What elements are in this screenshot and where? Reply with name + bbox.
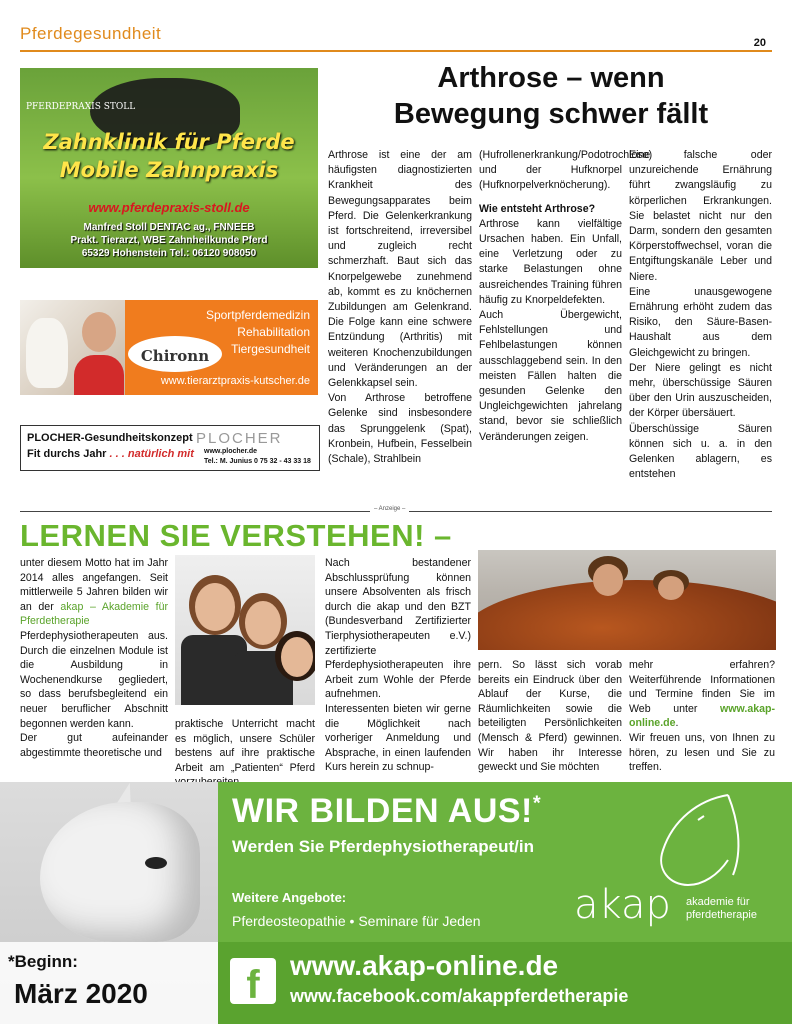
paragraph: Wir freuen uns, von Ihnen zu hören, zu lesen und Sie zu treffen. <box>629 731 775 774</box>
akap-link[interactable]: www.akap-online.de <box>629 702 775 730</box>
section-title: Pferdegesundheit <box>20 24 162 43</box>
facebook-link[interactable]: www.facebook.com/akappferdetherapie <box>290 986 629 1006</box>
ad-sportpferdemedizin <box>20 300 318 395</box>
ad-plocher <box>20 425 320 471</box>
ad-line-zahnklinik: Zahnklinik für Pferde <box>43 130 295 154</box>
ad-url[interactable]: www.pferdepraxis-stoll.de <box>88 200 250 215</box>
text: unter diesem Motto hat im Jahr 2014 alles angefangen. Seit mittlerweile 5 Jahren bilden wir an der <box>20 557 168 613</box>
promo-headline: LERNEN SIE VERSTEHEN! – <box>20 518 452 553</box>
subheading: Wie entsteht Arthrose? <box>479 202 596 215</box>
face-shape <box>195 583 235 631</box>
paragraph: Der gut aufeinander abgestimmte theoretische und <box>20 732 168 759</box>
chironn-logo: Chironn <box>128 336 222 372</box>
ad-small-1: Manfred Stoll DENTAC ag., FNNEEB <box>83 222 255 233</box>
promo-column-2 <box>175 717 315 790</box>
banner-subtitle: Werden Sie Pferdephysiotherapeut/in <box>232 837 534 856</box>
article-column-2 <box>479 148 653 445</box>
paragraph: Arthrose kann vielfältige Ursachen haben. Ein Unfall, eine Verletzung oder zu starke Belastungen ohne ausreichendes Training führen häufig zu Knorpeldefekten. <box>479 217 622 306</box>
beginn-label: *Beginn: <box>8 952 78 971</box>
promo-column-1 <box>20 556 168 760</box>
article-column-1 <box>328 148 472 467</box>
text: . <box>675 717 679 730</box>
article-column-3 <box>629 148 772 482</box>
shirt-shape <box>74 355 124 395</box>
akap-logo-word: akap <box>574 882 671 928</box>
face-shape <box>245 601 281 645</box>
akap-logo-sub-2: pferdetherapie <box>686 909 757 921</box>
paragraph: Nach bestandener Abschlussprüfung können unsere Absolventen als frisch durch die akap und den BZT (Bundesverband Zertifizierter Tierphysiotherapeuten e.V.) zertifizierte Pferdephysiotherapeuten ihre Arbeit zum Wohle der Pferde aufnehmen. <box>325 557 471 701</box>
ad-line-rehab: Rehabilitation <box>237 325 310 339</box>
akap-logo-sub-1: akademie für <box>686 896 750 908</box>
paragraph <box>20 556 168 731</box>
paragraph: Auch Übergewicht, Fehlstellungen und Fehlbelastungen können ausschlaggebend sein. In den meisten Fällen halten die gesunden Gelenke den Ungleichgewichten jahrelang stand, bevor sie schließlich Veränderungen zeigen. <box>479 309 622 443</box>
paragraph: (Hufrollenerkrankung/Podotrochlose) und der Hufknorpel (Hufknorpelverknöcherung). <box>479 149 653 192</box>
horse-back-image <box>478 580 776 650</box>
article-headline <box>330 60 772 132</box>
text: mehr erfahren? Weiterführende Informationen und Termine finden Sie im Web unter <box>629 659 775 715</box>
website-link[interactable]: www.akap-online.de <box>290 950 559 981</box>
plocher-logo: PLOCHER <box>196 430 283 447</box>
text: Pferdephysiotherapeuten aus. Durch die einzelnen Module ist die Ausbildung in Wochenendkurse gegliedert, so dass berufsbegleitend ein neuer beruflicher Abschnitt begonnen werden kann. <box>20 629 168 730</box>
face-shape <box>658 576 684 600</box>
banner-title <box>232 792 541 831</box>
ad-brand: PFERDEPRAXIS STOLL <box>26 102 136 112</box>
promo-column-5 <box>629 658 775 775</box>
ad-line-tiergesundheit: Tiergesundheit <box>231 342 310 356</box>
white-horse-image <box>0 782 218 1024</box>
ad-tel: Tel.: M. Junius 0 75 32 - 43 33 18 <box>204 458 311 465</box>
akap-banner <box>0 782 792 1024</box>
beginn-date: März 2020 <box>14 978 148 1009</box>
paragraph: Der Niere gelingt es nicht mehr, überschüssige Säuren über den Urin auszuscheiden, der Körper übersäuert. <box>629 361 772 420</box>
akap-name: akap – Akademie für Pferdetherapie <box>20 600 168 628</box>
headline-line-1: Arthrose – wenn <box>437 62 665 94</box>
horse-head-image <box>26 318 68 388</box>
face-shape <box>281 637 313 677</box>
face-shape <box>82 312 116 352</box>
ad-line-zahnpraxis: Mobile Zahnpraxis <box>59 158 279 182</box>
page-number: 20 <box>753 37 766 49</box>
ad-web[interactable]: www.plocher.de <box>204 448 258 455</box>
vet-photo <box>20 300 125 395</box>
ad-zahnklinik <box>20 68 318 268</box>
ad-line-sport: Sportpferdemedizin <box>205 308 310 322</box>
paragraph: praktische Unterricht macht es möglich, unsere Schüler bestens auf ihre praktische Arbeit am „Patienten“ Pferd <box>175 718 315 774</box>
face-shape <box>593 564 623 596</box>
banner-green-panel <box>218 782 792 1024</box>
headline-line-2: Bewegung schwer fällt <box>393 98 709 130</box>
promo-column-4 <box>478 658 622 775</box>
facebook-icon[interactable]: f <box>230 958 276 1004</box>
promo-column-3 <box>325 556 471 775</box>
ad-line-2 <box>27 448 194 460</box>
paragraph: Interessenten bieten wir gerne die Möglichkeit nach vorheriger Anmeldung und Absprache, in einen laufenden Kurs herein zu schnup- <box>325 702 471 774</box>
eye-shape <box>145 857 167 869</box>
ad-line-2a: Fit durchs Jahr <box>27 448 107 460</box>
paragraph <box>629 658 775 731</box>
ad-url[interactable]: www.tierarztpraxis-kutscher.de <box>160 375 310 387</box>
offers-text: Pferdeosteopathie • Seminare für Jeden <box>232 913 481 929</box>
paragraph: pern. So lässt sich vorab bereits ein Eindruck über den Ablauf der Kurse, die Räumlichkeiten sowie die beteiligten Persönlichkeiten (Mensch & Pferd) gewinnen. Wir haben ihr Interesse geweckt und Sie möchten <box>478 659 622 774</box>
ad-line-1: PLOCHER-Gesundheitskonzept <box>27 432 193 444</box>
ad-small-3: 65329 Hohenstein Tel.: 06120 908050 <box>81 248 257 259</box>
paragraph: Eine falsche oder unzureichende Ernährung führt zwangsläufig zu körperlichen Erkrankungen. Sie belastet nicht nur den Darm, sondern den gesamten Körperstoffwechsel, voran die Entgiftungskanäle Leber und Niere. <box>629 149 772 283</box>
asterisk: * <box>532 792 542 815</box>
banner-title-text: WIR BILDEN AUS! <box>232 792 533 830</box>
ad-line-2b: . . . natürlich mit <box>106 448 194 460</box>
horse-head-shape <box>40 802 200 942</box>
paragraph: Arthrose ist eine der am häufigsten diagnostizierten Krankheit des Bewegungsapparates beim Pferd. Die Gelenkerkrankung ist fortschreitend, irreversibel und zugleich recht schmerzhaft. Baut sich das Knorpelgewebe zunehmend ab, kommt es zu knöchernen Zubildungen am Gelenkrand. Die Folge kann eine schwere Entzündung (Arthritis) mit weiteren Knochenzubildungen und Veränderungen an der Gelenkkapsel sein. <box>328 149 472 390</box>
paragraph: Eine unausgewogene Ernährung erhöht zudem das Risiko, den Säure-Basen-Haushalt aus dem Gleichgewicht zu bringen. <box>629 285 772 359</box>
weitere-angebote-label: Weitere Angebote: <box>232 890 347 905</box>
paragraph: Überschüssige Säuren können sich u. a. in den Gelenken ablagern, es entstehen <box>629 422 772 481</box>
paragraph: Von Arthrose betroffene Gelenke sind insbesondere das Sprunggelenk (Spat), Kronbein, Hufbein, Fesselbein (Schale), Strahlbein <box>328 392 472 466</box>
header-rule <box>20 50 772 52</box>
anzeige-label: – Anzeige – <box>370 506 409 512</box>
horse-training-photo <box>478 550 776 650</box>
ad-small-2: Prakt. Tierarzt, WBE Zahnheilkunde Pferd <box>70 235 268 246</box>
students-photo <box>175 555 315 705</box>
